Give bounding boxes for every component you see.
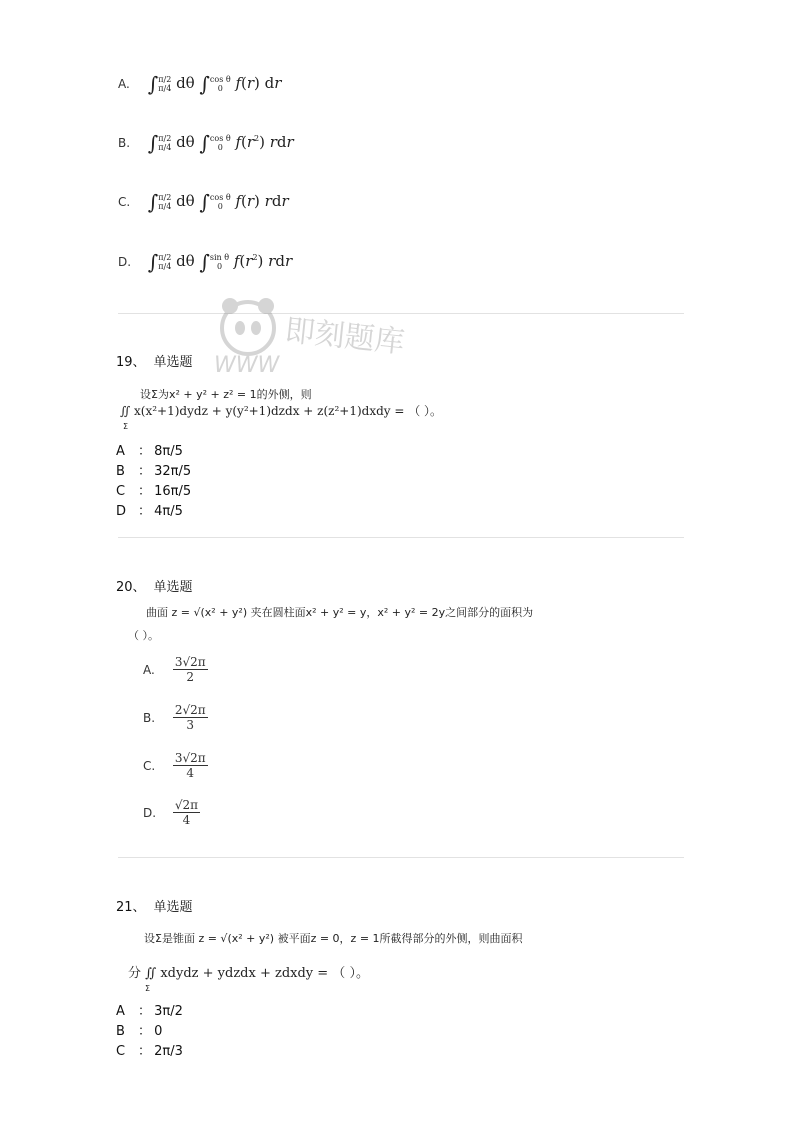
- divider: [118, 537, 684, 538]
- svg-text:即刻题库: 即刻题库: [283, 313, 407, 361]
- option-formula: ∫ π/2 π/4 dθ ∫ cos θ 0 $f(r^2)$ rdr: [147, 131, 294, 155]
- option-formula: ∫ π/2 π/4 dθ ∫ cos θ 0 f(r) dr: [147, 72, 282, 96]
- q19-answer-a[interactable]: A ： 8π/5: [116, 444, 183, 459]
- option-label: D.: [118, 255, 132, 269]
- q20-header: [116, 576, 201, 595]
- option-formula: ∫ π/2 π/4 dθ ∫ cos θ 0 f(r) rdr: [147, 190, 289, 214]
- fraction: $\frac{2√2\pi}{3}$: [174, 703, 206, 732]
- svg-text:WWW: WWW: [214, 353, 280, 378]
- q18-option-c[interactable]: [118, 190, 289, 214]
- question-number: 20、: [116, 580, 146, 595]
- option-label: B.: [118, 136, 131, 150]
- option-formula: ∫ π/2 π/4 dθ ∫ sin θ 0 $f(r^2)$ rdr: [147, 250, 293, 274]
- q19-answer-c[interactable]: C ： 16π/5: [116, 484, 192, 499]
- q20-option-d[interactable]: D. $\frac{√2\pi}{4}$: [143, 798, 198, 827]
- q21-stem-line1: 设Σ是锥面 z = √(x² + y²) 被平面z = 0，z = 1所截得部分的外侧，则曲面积: [144, 932, 523, 945]
- option-label: A.: [118, 77, 130, 91]
- q19-header: [116, 351, 201, 370]
- question-type: 单选题: [153, 580, 193, 595]
- q19-answer-d[interactable]: D ： 4π/5: [116, 504, 183, 519]
- q20-option-c[interactable]: C. $\frac{3√2\pi}{4}$: [143, 751, 206, 780]
- question-number: 21、: [116, 900, 146, 915]
- panda-logo-icon: [210, 290, 420, 380]
- q18-option-b[interactable]: [118, 131, 294, 155]
- q20-stem-line2: （ ）。: [128, 629, 159, 642]
- fraction: $\frac{√2\pi}{4}$: [174, 798, 198, 827]
- q21-answer-b[interactable]: B ： 0: [116, 1024, 163, 1039]
- question-type: 单选题: [153, 355, 193, 370]
- fraction: $\frac{3√2\pi}{4}$: [174, 751, 206, 780]
- divider: [118, 857, 684, 858]
- q18-option-a[interactable]: [118, 72, 281, 96]
- question-number: 19、: [116, 355, 146, 370]
- question-type: 单选题: [153, 900, 193, 915]
- watermark: [210, 290, 420, 384]
- q18-option-d[interactable]: [118, 250, 292, 274]
- option-label: C.: [118, 195, 131, 209]
- q19-stem-line2: ∬ x(x²+1)dydz + y(y²+1)dzdx + z(z²+1)dxdy = （ ）。: [120, 404, 443, 418]
- q20-option-a[interactable]: A. $\frac{3√2\pi}{2}$: [143, 655, 206, 684]
- q19-sigma: Σ: [123, 422, 129, 431]
- q19-answer-b[interactable]: B ： 32π/5: [116, 464, 192, 479]
- fraction: $\frac{3√2\pi}{2}$: [174, 655, 206, 684]
- q21-sigma: Σ: [145, 984, 151, 993]
- q21-header: [116, 896, 201, 915]
- q20-stem-line1: 曲面 z = √(x² + y²) 夹在圆柱面x² + y² = y，x² + y² = 2y之间部分的面积为: [146, 606, 534, 619]
- q19-stem-line1: 设Σ为x² + y² + z² = 1的外侧，则: [140, 388, 312, 401]
- q21-answer-a[interactable]: A ： 3π/2: [116, 1004, 183, 1019]
- q21-stem-line2: 分 ∬ xdydz + ydzdx + zdxdy = （ ）。: [128, 966, 369, 981]
- q21-answer-c[interactable]: C ： 2π/3: [116, 1044, 183, 1059]
- q20-option-b[interactable]: B. $\frac{2√2\pi}{3}$: [143, 703, 206, 732]
